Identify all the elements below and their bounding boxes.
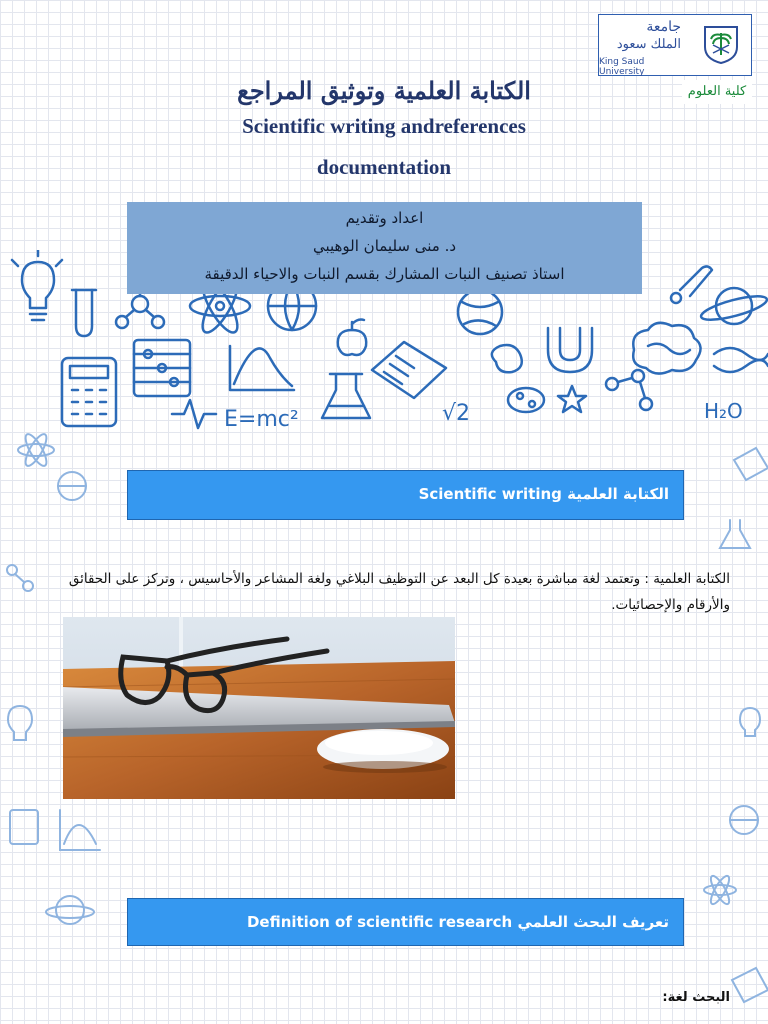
square-root-doodle: √2 <box>442 401 471 426</box>
author-name: د. منى سليمان الوهيبي <box>312 237 457 255</box>
page-title-english-line2: documentation <box>316 155 452 179</box>
subheading-research-linguistic: البحث لغة: <box>662 990 730 1005</box>
water-formula-doodle: H₂O <box>704 399 743 423</box>
faculty-name: كلية العلوم <box>682 80 752 104</box>
atom-icon <box>18 431 54 468</box>
thermometer-icon <box>671 266 712 303</box>
university-logo <box>598 14 752 76</box>
document-icon <box>734 448 768 480</box>
planet-icon <box>699 288 768 325</box>
author-label: اعداد وتقديم <box>345 209 424 227</box>
logo-arabic-line2: الملك سعود <box>616 37 681 52</box>
magnet-icon <box>548 328 592 372</box>
dna-icon <box>714 348 768 372</box>
virus-cell-icon <box>492 345 522 372</box>
logo-arabic-line1: جامعة <box>646 19 681 35</box>
document-icon <box>732 968 768 1002</box>
calculator-icon <box>62 358 116 426</box>
section-heading-scientific-writing: الكتابة العلمية Scientific writing <box>127 470 684 520</box>
section-heading-definition: تعريف البحث العلمي Definition of scientific research <box>127 898 684 946</box>
heartbeat-icon <box>172 400 216 428</box>
flask-icon <box>720 520 750 548</box>
lightbulb-icon <box>12 250 62 320</box>
einstein-formula-doodle: E=mc² <box>224 407 299 432</box>
microscope-sphere-icon <box>458 290 502 334</box>
globe-icon <box>58 472 86 500</box>
document-icon <box>372 342 446 398</box>
abacus-icon <box>134 340 190 396</box>
lightbulb-icon <box>740 708 760 736</box>
brain-icon <box>633 323 700 374</box>
test-tube-icon <box>72 290 96 336</box>
laptop-glasses-mouse-photo <box>63 617 455 799</box>
palm-seal-icon <box>699 21 743 65</box>
author-info-box <box>127 202 642 294</box>
bacteria-icon <box>508 388 544 412</box>
calculator-icon <box>10 810 38 844</box>
flask-icon <box>322 374 370 418</box>
star-icon <box>558 386 586 412</box>
chart-icon <box>230 346 294 390</box>
atom-icon <box>704 874 736 907</box>
planet-icon <box>46 896 94 924</box>
network-icon <box>606 370 652 410</box>
author-position: استاذ تصنيف النبات المشارك بقسم النبات والاحياء الدقيقة <box>204 265 565 283</box>
logo-english-name: King Saud University <box>599 57 645 77</box>
lightbulb-icon <box>8 706 32 740</box>
page-title-english-line1: Scientific writing andreferences <box>242 114 526 138</box>
apple-icon <box>338 320 366 356</box>
molecule-icon <box>7 565 33 591</box>
page-title-arabic: الكتابة العلمية وتوثيق المراجع <box>237 76 531 105</box>
chart-icon <box>60 810 100 850</box>
section-paragraph-scientific-writing: الكتابة العلمية : وتعتمد لغة مباشرة بعيدة كل البعد عن التوظيف البلاغي ولغة المشاعر والأحاسيس ، وتركز على الحقائق والأرقام والإحصائيات. <box>68 571 730 613</box>
globe-icon <box>730 806 758 834</box>
